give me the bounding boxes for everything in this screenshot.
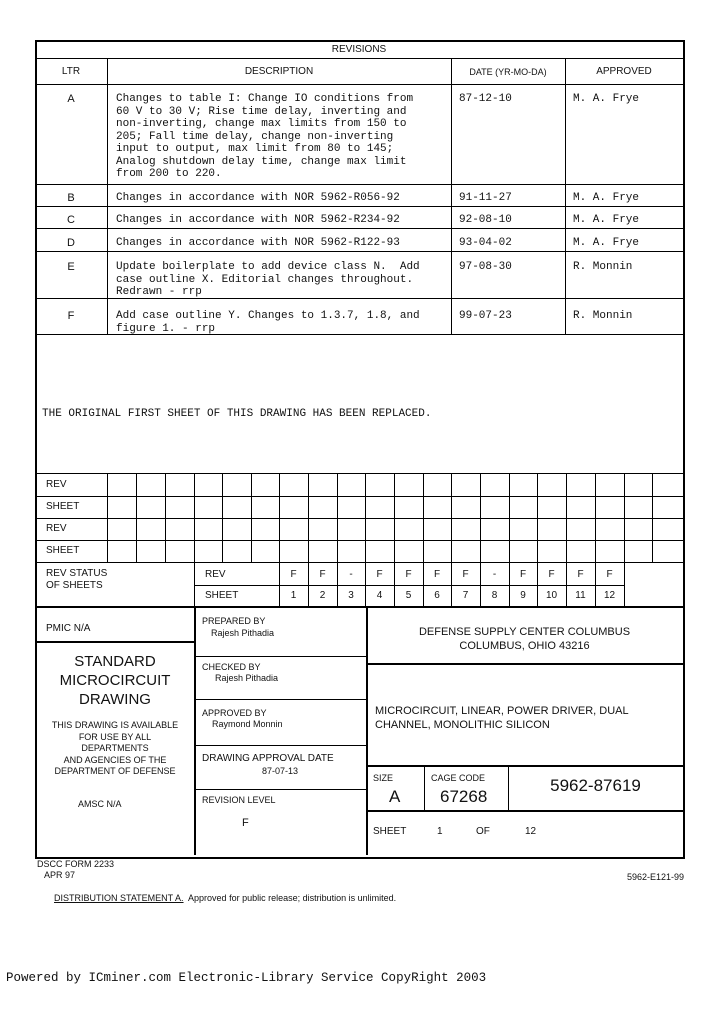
rev-status-sheet: 12 bbox=[603, 590, 616, 601]
rev-status-rev: F bbox=[376, 569, 383, 580]
table-row-description: Add case outline Y. Changes to 1.3.7, 1.8, and figure 1. - rrp bbox=[116, 310, 420, 335]
of-number: 12 bbox=[525, 826, 537, 837]
size-value: A bbox=[389, 787, 401, 806]
cage-code-label: CAGE CODE bbox=[431, 773, 486, 783]
checked-by-name: Rajesh Pithadia bbox=[215, 673, 279, 683]
rev-status-label: REV STATUS OF SHEETS bbox=[46, 568, 108, 591]
rev-status-rev: F bbox=[462, 569, 469, 580]
header-approved: APPROVED bbox=[596, 66, 652, 77]
header-ltr: LTR bbox=[61, 66, 81, 77]
approval-date-label: DRAWING APPROVAL DATE bbox=[202, 753, 334, 764]
grid-row-label: SHEET bbox=[46, 501, 80, 512]
standard-title: STANDARD MICROCIRCUIT DRAWING bbox=[59, 653, 171, 708]
rev-status-sheet: 11 bbox=[575, 590, 586, 601]
revisions-title: REVISIONS bbox=[331, 44, 387, 55]
rev-status-rev: F bbox=[433, 569, 441, 580]
size-label: SIZE bbox=[373, 773, 394, 783]
rev-status-sheet: 5 bbox=[405, 590, 412, 601]
rev-status-rev: F bbox=[405, 569, 412, 580]
table-row-approved: R. Monnin bbox=[573, 310, 633, 322]
pmic-label: PMIC N/A bbox=[46, 623, 91, 634]
header-date: DATE (YR-MO-DA) bbox=[469, 67, 547, 77]
distribution-label: DISTRIBUTION STATEMENT A. bbox=[54, 893, 184, 903]
rev-status-rev: F bbox=[519, 569, 527, 580]
table-row-date: 91-11-27 bbox=[459, 192, 512, 204]
grid-row-label: REV bbox=[46, 523, 67, 534]
table-row-date: 93-04-02 bbox=[459, 237, 512, 249]
availability-text: THIS DRAWING IS AVAILABLE FOR USE BY ALL DEPARTMENTS AND AGENCIES OF THE DEPARTMENT OF DEFENSE bbox=[51, 720, 179, 776]
rev-status-sheet: 1 bbox=[290, 590, 297, 601]
table-row-description: Changes in accordance with NOR 5962-R122-93 bbox=[116, 237, 400, 249]
drawing-title: MICROCIRCUIT, LINEAR, POWER DRIVER, DUAL CHANNEL, MONOLITHIC SILICON bbox=[375, 705, 629, 731]
rev-status-sheet-label: SHEET bbox=[205, 590, 239, 601]
table-row-date: 99-07-23 bbox=[459, 310, 512, 322]
replaced-notice: THE ORIGINAL FIRST SHEET OF THIS DRAWING HAS BEEN REPLACED. bbox=[42, 408, 432, 420]
approved-by-name: Raymond Monnin bbox=[212, 719, 283, 729]
table-row-description: Changes to table I: Change IO conditions from 60 V to 30 V; Rise time delay, inverting and non-inverting, change max limits from 150 to 205; Fall time delay, change non-inverting input to output, max limit from 80 to 145; Analog shutdown delay time, change max limit from 200 to 220. bbox=[116, 93, 414, 180]
table-row-ltr: A bbox=[67, 93, 75, 105]
rev-status-sheet: 8 bbox=[491, 590, 498, 601]
rev-status-rev-label: REV bbox=[205, 569, 226, 580]
table-row-ltr: F bbox=[67, 310, 75, 322]
rev-status-sheet: 3 bbox=[348, 590, 354, 601]
agency-line-1: DEFENSE SUPPLY CENTER COLUMBUS bbox=[418, 626, 631, 638]
table-row-date: 87-12-10 bbox=[459, 93, 512, 105]
rev-status-rev: F bbox=[290, 569, 297, 580]
rev-status-rev: - bbox=[492, 569, 497, 580]
approval-date: 87-07-13 bbox=[262, 766, 299, 776]
grid-row-label: REV bbox=[46, 479, 67, 490]
table-row-date: 92-08-10 bbox=[459, 214, 512, 226]
rev-status-rev: F bbox=[606, 569, 613, 580]
rev-status-sheet: 4 bbox=[376, 590, 383, 601]
table-row-ltr: B bbox=[67, 192, 75, 204]
drawing-number: 5962-87619 bbox=[550, 776, 641, 795]
rev-status-rev: F bbox=[577, 569, 584, 580]
form-date: APR 97 bbox=[44, 870, 76, 880]
header-description: DESCRIPTION bbox=[244, 66, 314, 77]
table-row-ltr: C bbox=[67, 214, 75, 226]
rev-status-sheet: 7 bbox=[462, 590, 469, 601]
rev-status-sheet: 9 bbox=[520, 590, 526, 601]
rev-status-rev: F bbox=[548, 569, 555, 580]
rev-status-sheet: 2 bbox=[319, 590, 326, 601]
table-row-approved: M. A. Frye bbox=[573, 192, 640, 204]
table-row-approved: M. A. Frye bbox=[573, 214, 640, 226]
distribution-statement bbox=[49, 883, 396, 903]
revision-level-label: REVISION LEVEL bbox=[202, 795, 276, 805]
table-row-ltr: D bbox=[67, 237, 75, 249]
agency-line-2: COLUMBUS, OHIO 43216 bbox=[459, 640, 590, 652]
grid-row-label: SHEET bbox=[46, 545, 80, 556]
amsc-label: AMSC N/A bbox=[78, 799, 122, 809]
approved-by-label: APPROVED BY bbox=[202, 708, 267, 718]
sheet-label: SHEET bbox=[373, 826, 407, 837]
form-number: DSCC FORM 2233 bbox=[37, 859, 115, 869]
powered-by-notice: Powered by ICminer.com Electronic-Library Service CopyRight 2003 bbox=[6, 971, 487, 985]
of-label: OF bbox=[476, 826, 490, 837]
table-row-approved: R. Monnin bbox=[573, 261, 633, 273]
table-row-date: 97-08-30 bbox=[459, 261, 512, 273]
sheet-number: 1 bbox=[437, 826, 443, 837]
cage-code-value: 67268 bbox=[440, 787, 488, 806]
distribution-text: Approved for public release; distribution is unlimited. bbox=[183, 893, 397, 903]
checked-by-label: CHECKED BY bbox=[202, 662, 261, 672]
prepared-by-name: Rajesh Pithadia bbox=[211, 628, 275, 638]
table-row-description: Update boilerplate to add device class N. Add case outline X. Editorial changes throughout. Redrawn - rrp bbox=[116, 261, 420, 298]
table-row-approved: M. A. Frye bbox=[573, 237, 640, 249]
rev-status-sheet: 10 bbox=[545, 590, 558, 601]
rev-status-sheet: 6 bbox=[434, 590, 440, 601]
rev-status-rev: - bbox=[349, 569, 353, 580]
table-row-description: Changes in accordance with NOR 5962-R056-92 bbox=[116, 192, 400, 204]
table-row-ltr: E bbox=[67, 261, 75, 273]
table-row-description: Changes in accordance with NOR 5962-R234-92 bbox=[116, 214, 400, 226]
table-row-approved: M. A. Frye bbox=[573, 93, 640, 105]
document-code: 5962-E121-99 bbox=[627, 872, 685, 882]
prepared-by-label: PREPARED BY bbox=[202, 616, 266, 626]
rev-status-rev: F bbox=[319, 569, 326, 580]
revision-level: F bbox=[242, 817, 249, 829]
